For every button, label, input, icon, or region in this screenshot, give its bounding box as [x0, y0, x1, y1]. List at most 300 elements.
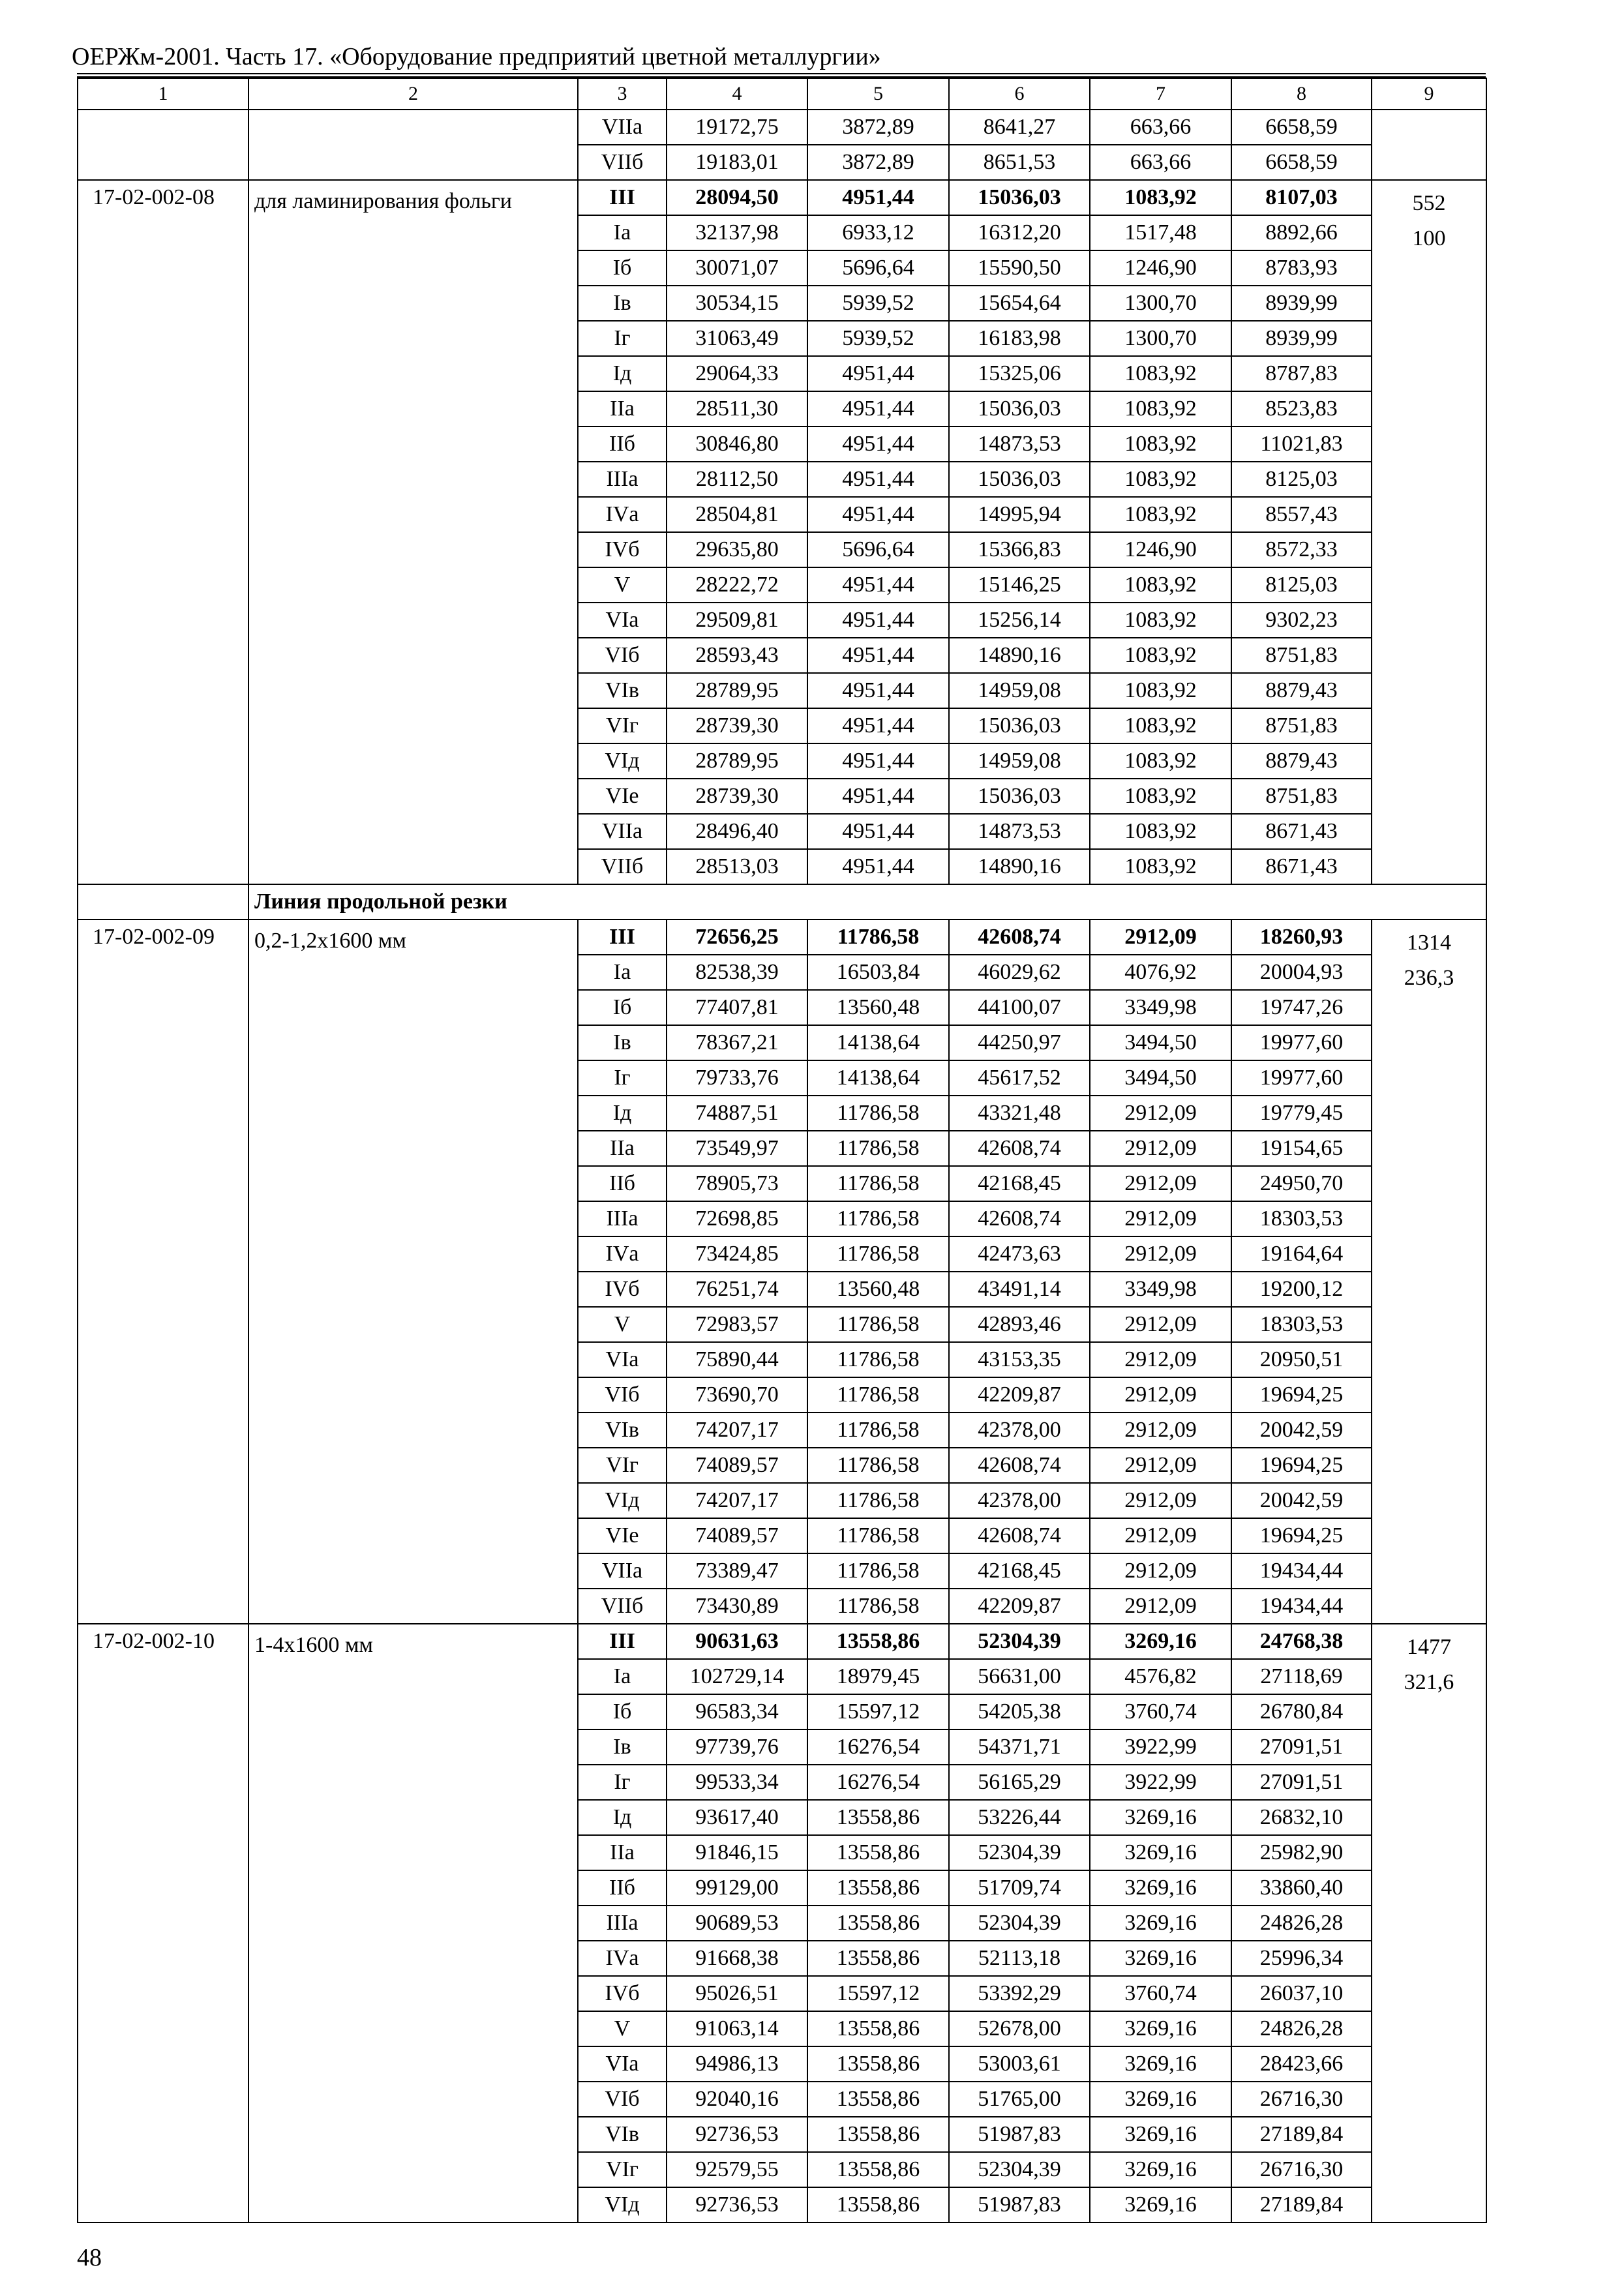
value-cell: Iб — [578, 250, 667, 286]
value-cell: 14138,64 — [807, 1025, 949, 1060]
value-cell: Iб — [578, 1694, 667, 1729]
value-cell: 27091,51 — [1231, 1765, 1372, 1800]
value-cell: 42608,74 — [949, 1131, 1090, 1166]
value-cell: 74207,17 — [667, 1483, 807, 1518]
value-cell: 1083,92 — [1090, 743, 1231, 779]
value-cell: 13558,86 — [807, 2117, 949, 2152]
value-cell: Iа — [578, 955, 667, 990]
value-cell: 3872,89 — [807, 145, 949, 180]
value-cell: 11021,83 — [1231, 426, 1372, 462]
value-cell: 27189,84 — [1231, 2117, 1372, 2152]
value-cell: 91846,15 — [667, 1835, 807, 1870]
value-cell: 11786,58 — [807, 1518, 949, 1553]
column-number: 7 — [1090, 78, 1231, 110]
value-cell: 29064,33 — [667, 356, 807, 391]
value-cell: 13558,86 — [807, 2046, 949, 2082]
value-cell: 73389,47 — [667, 1553, 807, 1589]
value-cell: 14873,53 — [949, 426, 1090, 462]
value-cell: 1083,92 — [1090, 180, 1231, 215]
value-cell: Iа — [578, 1659, 667, 1694]
value-cell: 42209,87 — [949, 1377, 1090, 1413]
value-cell: 2912,09 — [1090, 1201, 1231, 1236]
value-cell: 1246,90 — [1090, 532, 1231, 567]
value-cell: 663,66 — [1090, 110, 1231, 145]
value-cell: VIIа — [578, 814, 667, 849]
value-cell: 2912,09 — [1090, 1589, 1231, 1624]
value-cell: 18303,53 — [1231, 1201, 1372, 1236]
value-cell: 2912,09 — [1090, 1518, 1231, 1553]
value-cell: 11786,58 — [807, 1131, 949, 1166]
resource-cell — [1372, 180, 1486, 884]
value-cell: VIб — [578, 2082, 667, 2117]
value-cell: VIв — [578, 673, 667, 708]
value-cell: 13558,86 — [807, 1800, 949, 1835]
value-cell: 44100,07 — [949, 990, 1090, 1025]
value-cell: 19172,75 — [667, 110, 807, 145]
value-cell: 8641,27 — [949, 110, 1090, 145]
column-number: 5 — [807, 78, 949, 110]
value-cell: IVа — [578, 1236, 667, 1272]
value-cell: 28593,43 — [667, 638, 807, 673]
value-cell: 11786,58 — [807, 1483, 949, 1518]
column-number: 4 — [667, 78, 807, 110]
resource-cell — [1372, 110, 1486, 180]
value-cell: 28789,95 — [667, 743, 807, 779]
value-cell: 2912,09 — [1090, 1236, 1231, 1272]
section-spacer — [78, 884, 248, 920]
value-cell: VIв — [578, 2117, 667, 2152]
value-cell: 32137,98 — [667, 215, 807, 250]
value-cell: 3760,74 — [1090, 1694, 1231, 1729]
value-cell: IIб — [578, 426, 667, 462]
section-title-row — [78, 884, 1486, 920]
value-cell: 1083,92 — [1090, 497, 1231, 532]
value-cell: 2912,09 — [1090, 1166, 1231, 1201]
value-cell: 4951,44 — [807, 849, 949, 884]
value-cell: 31063,49 — [667, 321, 807, 356]
value-cell: 15036,03 — [949, 779, 1090, 814]
value-cell: 82538,39 — [667, 955, 807, 990]
value-cell: 26037,10 — [1231, 1976, 1372, 2011]
value-cell: 76251,74 — [667, 1272, 807, 1307]
value-cell: 8939,99 — [1231, 286, 1372, 321]
value-cell: 24826,28 — [1231, 1906, 1372, 1941]
value-cell: 13558,86 — [807, 1941, 949, 1976]
table-row — [78, 180, 1486, 215]
value-cell: 74207,17 — [667, 1413, 807, 1448]
value-cell: 51987,83 — [949, 2117, 1090, 2152]
value-cell: 1083,92 — [1090, 426, 1231, 462]
value-cell: 5939,52 — [807, 286, 949, 321]
value-cell: 4951,44 — [807, 462, 949, 497]
value-cell: 3269,16 — [1090, 2152, 1231, 2187]
value-cell: III — [578, 180, 667, 215]
value-cell: Iв — [578, 1729, 667, 1765]
value-cell: 42168,45 — [949, 1166, 1090, 1201]
description-cell: 1-4х1600 мм — [248, 1624, 578, 2222]
value-cell: 14138,64 — [807, 1060, 949, 1096]
value-cell: IIа — [578, 1131, 667, 1166]
value-cell: 30071,07 — [667, 250, 807, 286]
value-cell: Iб — [578, 990, 667, 1025]
value-cell: 20042,59 — [1231, 1413, 1372, 1448]
value-cell: 13558,86 — [807, 1906, 949, 1941]
value-cell: 52304,39 — [949, 1835, 1090, 1870]
column-number: 3 — [578, 78, 667, 110]
value-cell: 16503,84 — [807, 955, 949, 990]
value-cell: 13560,48 — [807, 990, 949, 1025]
value-cell: 4951,44 — [807, 708, 949, 743]
value-cell: 6658,59 — [1231, 110, 1372, 145]
value-cell: 4951,44 — [807, 814, 949, 849]
value-cell: 30534,15 — [667, 286, 807, 321]
value-cell: 19164,64 — [1231, 1236, 1372, 1272]
resource-value: 236,3 — [1404, 966, 1454, 990]
value-cell: 4951,44 — [807, 497, 949, 532]
value-cell: 16183,98 — [949, 321, 1090, 356]
value-cell: 13558,86 — [807, 1624, 949, 1659]
value-cell: 15325,06 — [949, 356, 1090, 391]
value-cell: VIд — [578, 1483, 667, 1518]
value-cell: 4576,82 — [1090, 1659, 1231, 1694]
value-cell: 1246,90 — [1090, 250, 1231, 286]
value-cell: V — [578, 567, 667, 603]
value-cell: 15597,12 — [807, 1694, 949, 1729]
resource-cell — [1372, 1624, 1486, 2222]
value-cell: 42608,74 — [949, 1518, 1090, 1553]
value-cell: 11786,58 — [807, 1307, 949, 1342]
value-cell: 20004,93 — [1231, 955, 1372, 990]
section-title: Линия продольной резки — [248, 884, 1486, 920]
value-cell: 3269,16 — [1090, 1870, 1231, 1906]
value-cell: 73424,85 — [667, 1236, 807, 1272]
value-cell: 4951,44 — [807, 567, 949, 603]
value-cell: 3349,98 — [1090, 1272, 1231, 1307]
value-cell: 51765,00 — [949, 2082, 1090, 2117]
value-cell: 1083,92 — [1090, 462, 1231, 497]
value-cell: 8671,43 — [1231, 849, 1372, 884]
column-number: 1 — [78, 78, 248, 110]
value-cell: 4076,92 — [1090, 955, 1231, 990]
value-cell: 13558,86 — [807, 2152, 949, 2187]
value-cell: 51987,83 — [949, 2187, 1090, 2222]
resource-cell — [1372, 920, 1486, 1624]
value-cell: 78905,73 — [667, 1166, 807, 1201]
value-cell: 19977,60 — [1231, 1060, 1372, 1096]
value-cell: V — [578, 2011, 667, 2046]
value-cell: 18303,53 — [1231, 1307, 1372, 1342]
value-cell: 56631,00 — [949, 1659, 1090, 1694]
value-cell: 1083,92 — [1090, 708, 1231, 743]
value-cell: 45617,52 — [949, 1060, 1090, 1096]
value-cell: 11786,58 — [807, 920, 949, 955]
value-cell: 8892,66 — [1231, 215, 1372, 250]
value-cell: 24950,70 — [1231, 1166, 1372, 1201]
value-cell: VIа — [578, 1342, 667, 1377]
value-cell: IIб — [578, 1870, 667, 1906]
value-cell: 4951,44 — [807, 391, 949, 426]
value-cell: VIг — [578, 708, 667, 743]
value-cell: VIIб — [578, 1589, 667, 1624]
value-cell: IIIа — [578, 1906, 667, 1941]
value-cell: IVб — [578, 1272, 667, 1307]
value-cell: 3872,89 — [807, 110, 949, 145]
value-cell: VIIб — [578, 145, 667, 180]
value-cell: 1083,92 — [1090, 638, 1231, 673]
value-cell: 24768,38 — [1231, 1624, 1372, 1659]
value-cell: 43153,35 — [949, 1342, 1090, 1377]
value-cell: 11786,58 — [807, 1096, 949, 1131]
value-cell: IIа — [578, 391, 667, 426]
rates-table-wrapper — [77, 78, 1487, 2223]
value-cell: 1083,92 — [1090, 849, 1231, 884]
value-cell: 6933,12 — [807, 215, 949, 250]
value-cell: 15597,12 — [807, 1976, 949, 2011]
value-cell: 1083,92 — [1090, 814, 1231, 849]
value-cell: 28789,95 — [667, 673, 807, 708]
value-cell: 97739,76 — [667, 1729, 807, 1765]
value-cell: VIг — [578, 2152, 667, 2187]
value-cell: 28504,81 — [667, 497, 807, 532]
value-cell: 1083,92 — [1090, 356, 1231, 391]
value-cell: 92736,53 — [667, 2187, 807, 2222]
value-cell: Iв — [578, 1025, 667, 1060]
value-cell: 8751,83 — [1231, 708, 1372, 743]
value-cell: 52304,39 — [949, 1906, 1090, 1941]
value-cell: 74887,51 — [667, 1096, 807, 1131]
value-cell: IVа — [578, 497, 667, 532]
resource-value: 100 — [1412, 226, 1446, 250]
value-cell: 53226,44 — [949, 1800, 1090, 1835]
value-cell: 11786,58 — [807, 1201, 949, 1236]
value-cell: 11786,58 — [807, 1413, 949, 1448]
value-cell: 19434,44 — [1231, 1553, 1372, 1589]
value-cell: 14873,53 — [949, 814, 1090, 849]
value-cell: Iг — [578, 1060, 667, 1096]
value-cell: 75890,44 — [667, 1342, 807, 1377]
value-cell: 18260,93 — [1231, 920, 1372, 955]
value-cell: 79733,76 — [667, 1060, 807, 1096]
value-cell: 15256,14 — [949, 603, 1090, 638]
value-cell: 73690,70 — [667, 1377, 807, 1413]
value-cell: 42608,74 — [949, 920, 1090, 955]
value-cell: 1083,92 — [1090, 673, 1231, 708]
value-cell: 8125,03 — [1231, 567, 1372, 603]
value-cell: 2912,09 — [1090, 1413, 1231, 1448]
page-number: 48 — [77, 2244, 102, 2271]
value-cell: VIб — [578, 1377, 667, 1413]
value-cell: 19434,44 — [1231, 1589, 1372, 1624]
value-cell: 74089,57 — [667, 1448, 807, 1483]
value-cell: 72656,25 — [667, 920, 807, 955]
value-cell: 19694,25 — [1231, 1448, 1372, 1483]
page-header: ОЕРЖм-2001. Часть 17. «Оборудование предприятий цветной металлургии» — [72, 43, 881, 70]
table-row — [78, 920, 1486, 955]
value-cell: 28222,72 — [667, 567, 807, 603]
column-number: 2 — [248, 78, 578, 110]
value-cell: 90689,53 — [667, 1906, 807, 1941]
value-cell: 26716,30 — [1231, 2152, 1372, 2187]
value-cell: 3269,16 — [1090, 2117, 1231, 2152]
value-cell: 3494,50 — [1090, 1060, 1231, 1096]
value-cell: 8783,93 — [1231, 250, 1372, 286]
value-cell: 28513,03 — [667, 849, 807, 884]
value-cell: 1300,70 — [1090, 286, 1231, 321]
table-row — [78, 110, 1486, 145]
value-cell: 96583,34 — [667, 1694, 807, 1729]
value-cell: VIг — [578, 1448, 667, 1483]
value-cell: 53003,61 — [949, 2046, 1090, 2082]
value-cell: 73430,89 — [667, 1589, 807, 1624]
value-cell: 15036,03 — [949, 462, 1090, 497]
value-cell: 27091,51 — [1231, 1729, 1372, 1765]
value-cell: 28112,50 — [667, 462, 807, 497]
value-cell: 3269,16 — [1090, 1800, 1231, 1835]
value-cell: VIд — [578, 743, 667, 779]
value-cell: VIIа — [578, 110, 667, 145]
value-cell: 3269,16 — [1090, 2011, 1231, 2046]
value-cell: VIд — [578, 2187, 667, 2222]
value-cell: Iг — [578, 321, 667, 356]
value-cell: Iг — [578, 1765, 667, 1800]
column-number-row — [78, 78, 1486, 110]
value-cell: 15146,25 — [949, 567, 1090, 603]
value-cell: IIа — [578, 1835, 667, 1870]
resource-value: 321,6 — [1404, 1670, 1454, 1694]
value-cell: 1300,70 — [1090, 321, 1231, 356]
value-cell: 19694,25 — [1231, 1518, 1372, 1553]
value-cell: 2912,09 — [1090, 1483, 1231, 1518]
value-cell: 2912,09 — [1090, 1448, 1231, 1483]
value-cell: 42209,87 — [949, 1589, 1090, 1624]
value-cell: 46029,62 — [949, 955, 1090, 990]
table-row — [78, 1624, 1486, 1659]
value-cell: 1083,92 — [1090, 603, 1231, 638]
value-cell: 1083,92 — [1090, 567, 1231, 603]
value-cell: VIа — [578, 2046, 667, 2082]
value-cell: 54371,71 — [949, 1729, 1090, 1765]
resource-value: 1314 — [1407, 931, 1451, 955]
description-cell: для ламинирования фольги — [248, 180, 578, 884]
value-cell: 15036,03 — [949, 180, 1090, 215]
value-cell: 14890,16 — [949, 849, 1090, 884]
value-cell: 15590,50 — [949, 250, 1090, 286]
value-cell: III — [578, 920, 667, 955]
value-cell: 3269,16 — [1090, 2187, 1231, 2222]
value-cell: 15654,64 — [949, 286, 1090, 321]
table-body — [78, 110, 1486, 2222]
value-cell: Iв — [578, 286, 667, 321]
header-rule-top — [77, 73, 1486, 74]
value-cell: 2912,09 — [1090, 1096, 1231, 1131]
value-cell: 74089,57 — [667, 1518, 807, 1553]
value-cell: 27118,69 — [1231, 1659, 1372, 1694]
description-cell: 0,2-1,2х1600 мм — [248, 920, 578, 1624]
value-cell: 3269,16 — [1090, 1941, 1231, 1976]
value-cell: 28739,30 — [667, 779, 807, 814]
value-cell: 11786,58 — [807, 1377, 949, 1413]
value-cell: 19779,45 — [1231, 1096, 1372, 1131]
value-cell: 16312,20 — [949, 215, 1090, 250]
value-cell: 11786,58 — [807, 1589, 949, 1624]
value-cell: 663,66 — [1090, 145, 1231, 180]
value-cell: 30846,80 — [667, 426, 807, 462]
value-cell: 94986,13 — [667, 2046, 807, 2082]
value-cell: VIв — [578, 1413, 667, 1448]
value-cell: 43491,14 — [949, 1272, 1090, 1307]
value-cell: 19747,26 — [1231, 990, 1372, 1025]
value-cell: 52304,39 — [949, 2152, 1090, 2187]
value-cell: 3269,16 — [1090, 1835, 1231, 1870]
value-cell: 52678,00 — [949, 2011, 1090, 2046]
value-cell: 14995,94 — [949, 497, 1090, 532]
value-cell: 3269,16 — [1090, 1624, 1231, 1659]
value-cell: 19154,65 — [1231, 1131, 1372, 1166]
value-cell: 2912,09 — [1090, 920, 1231, 955]
value-cell: 9302,23 — [1231, 603, 1372, 638]
value-cell: 72983,57 — [667, 1307, 807, 1342]
value-cell: 4951,44 — [807, 779, 949, 814]
value-cell: 52113,18 — [949, 1941, 1090, 1976]
value-cell: 2912,09 — [1090, 1553, 1231, 1589]
value-cell: 11786,58 — [807, 1342, 949, 1377]
value-cell: 90631,63 — [667, 1624, 807, 1659]
value-cell: VIе — [578, 1518, 667, 1553]
value-cell: 8557,43 — [1231, 497, 1372, 532]
value-cell: 28739,30 — [667, 708, 807, 743]
value-cell: 4951,44 — [807, 426, 949, 462]
value-cell: 6658,59 — [1231, 145, 1372, 180]
value-cell: 102729,14 — [667, 1659, 807, 1694]
value-cell: 28511,30 — [667, 391, 807, 426]
value-cell: 11786,58 — [807, 1166, 949, 1201]
value-cell: VIб — [578, 638, 667, 673]
value-cell: 77407,81 — [667, 990, 807, 1025]
value-cell: 8787,83 — [1231, 356, 1372, 391]
value-cell: 15036,03 — [949, 708, 1090, 743]
value-cell: 42378,00 — [949, 1483, 1090, 1518]
code-cell: 17-02-002-08 — [78, 180, 248, 884]
value-cell: 5696,64 — [807, 250, 949, 286]
value-cell: IIб — [578, 1166, 667, 1201]
value-cell: 3494,50 — [1090, 1025, 1231, 1060]
value-cell: 92736,53 — [667, 2117, 807, 2152]
resource-value: 1477 — [1407, 1635, 1451, 1659]
value-cell: 16276,54 — [807, 1729, 949, 1765]
value-cell: 8751,83 — [1231, 779, 1372, 814]
value-cell: 13558,86 — [807, 1870, 949, 1906]
value-cell: 8107,03 — [1231, 180, 1372, 215]
value-cell: 2912,09 — [1090, 1342, 1231, 1377]
value-cell: 11786,58 — [807, 1448, 949, 1483]
value-cell: 19183,01 — [667, 145, 807, 180]
value-cell: VIIа — [578, 1553, 667, 1589]
code-cell: 17-02-002-10 — [78, 1624, 248, 2222]
value-cell: 5696,64 — [807, 532, 949, 567]
value-cell: 99533,34 — [667, 1765, 807, 1800]
value-cell: 15366,83 — [949, 532, 1090, 567]
value-cell: 11786,58 — [807, 1553, 949, 1589]
rates-table — [77, 78, 1487, 2223]
value-cell: 16276,54 — [807, 1765, 949, 1800]
value-cell: 4951,44 — [807, 356, 949, 391]
value-cell: 13560,48 — [807, 1272, 949, 1307]
value-cell: 54205,38 — [949, 1694, 1090, 1729]
value-cell: 8125,03 — [1231, 462, 1372, 497]
value-cell: 42168,45 — [949, 1553, 1090, 1589]
value-cell: 56165,29 — [949, 1765, 1090, 1800]
value-cell: 2912,09 — [1090, 1131, 1231, 1166]
